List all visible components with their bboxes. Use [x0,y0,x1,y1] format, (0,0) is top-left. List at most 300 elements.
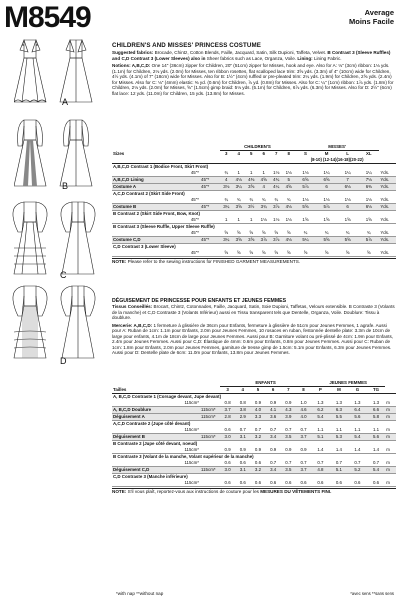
yardage-cell: 0.9 [281,447,296,454]
unit-cell: m [385,447,396,454]
table-row [112,434,396,441]
pattern-title-fr: DÉGUISEMENT DE PRINCESSE POUR ENFANTS ET JEUNES FEMMES [112,298,287,304]
yardage-cell: 6⅜ [358,184,379,191]
unit-cell: Yds. [379,250,396,257]
yardage-cell: ¾ [232,197,244,204]
yardage-cell: 0.6 [296,480,311,487]
size-header: 6 [262,151,265,156]
yardage-cell: 3⅞ [257,237,269,244]
yardage-cell: ⅝ [245,230,257,237]
yardage-table-fr [112,380,396,495]
size-header: 7 [274,151,278,156]
row-section-label: C,D Contraste 3 (Manche inférieure) [112,474,396,481]
yardage-cell: 1 [245,217,257,224]
row-section-label: A,C,D Contrast 2 (Skirt Side Front) [112,191,396,198]
fabric-width: 115cm* [200,467,220,474]
fabric-width: 45"* [200,184,220,191]
yardage-cell: 3¾ [257,204,269,211]
tissus-text: Brocart, Chintz, Cotonnades, Faille, Jacquard, Satin, Soie Dupioni, Taffetas, Velours extensible. B Contraste 3 (Volants de la manche) et C,D Contraste 3 (Volants Inférieur) aussi en Tissu transparent tels que Dentelle, Organza, Voile. Doublure: Tissu à doublure. [112,304,395,320]
yardage-cell: 1 [220,217,232,224]
yardage-cell: 0.7 [281,460,296,467]
table-row [112,414,396,421]
note-fr-text: S'il vous plaît, reportez-vous aux instructions de couture pour les [127,489,259,494]
yardage-cell: ¾ [220,197,232,204]
yardage-cell: 5⅝ [337,237,358,244]
yardage-cell: 3⅛ [220,184,232,191]
jeunes-femmes-group-header: JEUNES FEMMES [311,380,385,387]
note-en [112,258,396,265]
yardage-cell: 1.3 [348,400,367,407]
yardage-cell: 0.7 [266,460,281,467]
difficulty-en: Average [364,8,394,17]
yardage-cell: 5.1 [311,434,330,441]
yardage-cell: 3.5 [281,434,296,441]
row-section-label: A,B,C,D Contrast 1 (Bodice Front, Skirt Front) [112,164,396,171]
yardage-cell: 0.9 [235,447,250,454]
yardage-cell: 1⅛ [337,197,358,204]
fabric-width: 45"* [200,204,220,211]
yardage-cell: 6⅝ [295,177,316,184]
yardage-cell: 1.1 [348,427,367,434]
yardage-cell: 3.5 [281,467,296,474]
note-fr-label: NOTE: [112,489,127,494]
unit-cell: Yds. [379,184,396,191]
unit-cell: m [385,414,396,421]
size-header: P [318,387,322,392]
yardage-cell: 1⅛ [316,197,337,204]
yardage-cell: 4⅛ [232,177,244,184]
footer-nap-legend-en: *with nap **without nap [116,591,164,596]
size-header: M [337,387,341,392]
row-section-label: B Contraste 3 (Volant de la manche, Volant supérieur de la manche) [112,454,396,461]
row-label: Costume A [112,184,200,191]
yardage-cell: 1¼ [358,170,379,177]
yardage-cell: 6.6 [367,407,386,414]
yardage-cell: ¾ [257,197,269,204]
enfants-group-header: ENFANTS [220,380,311,387]
table-row [112,467,396,474]
size-header: TG [372,387,380,392]
yardage-cell: 1.3 [311,400,330,407]
costume-b-illustration [14,116,104,190]
row-label: Déguisement C,D [112,467,200,474]
table-row [112,480,396,487]
costume-a-illustration [14,36,104,106]
yardage-cell: 4.6 [296,407,311,414]
unit-cell: Yds. [379,204,396,211]
row-label: 115cm* [112,427,200,434]
fabrics-paragraph [112,50,396,61]
yardage-cell: 1 [232,217,244,224]
yardage-cell: 5.6 [348,414,367,421]
yardage-cell: 0.7 [266,427,281,434]
yardage-cell: 3¼ [232,184,244,191]
size-header: 3 [226,387,229,392]
yardage-cell: 4⅛ [282,237,294,244]
yardage-cell: 3.0 [220,434,235,441]
yardage-cell: ¾ [282,197,294,204]
yardage-cell: 1⅛ [270,170,282,177]
yardage-cell: 0.6 [220,460,235,467]
yardage-cell: ⅝ [245,250,257,257]
figure-label-b: B [62,181,69,191]
yardage-cell: 0.6 [367,480,386,487]
yardage-cell: 3.2 [250,434,265,441]
fabric-width: 115cm* [200,407,220,414]
yardage-cell: 3.4 [266,467,281,474]
fabrics-label: Suggested fabrics: [112,50,154,55]
unit-cell: Yds. [379,170,396,177]
yardage-cell: 0.8 [220,400,235,407]
row-section-label: B Contraste 2 (Jupe côté devant, noeud) [112,441,396,448]
yardage-cell: 4.8 [311,467,330,474]
yardage-cell: 4 [220,177,232,184]
fabrics-text: Brocade, Chintz, Cotton Blends, Faille, Jacquard, Satin, Silk Dupioni, Taffeta, Velvet. [154,50,327,55]
yardage-cell: 0.9 [281,400,296,407]
row-section-label: B Contrast 3 (Sleeve Ruffle, Upper Sleeve Ruffle) [112,224,396,231]
yardage-cell: 0.6 [220,480,235,487]
note-en-label: NOTE: [112,259,127,264]
yardage-cell: 5.3 [330,434,349,441]
yardage-cell: 3.6 [266,414,281,421]
unit-cell: Yds. [379,217,396,224]
yardage-cell: 4.1 [266,407,281,414]
yardage-cell: 1 [245,170,257,177]
yardage-cell: 4.0 [296,414,311,421]
yardage-cell: 1⅝ [295,217,316,224]
yardage-cell: 5.4 [367,467,386,474]
yardage-cell: 0.7 [311,460,330,467]
notions-text: One 14" (36cm) zipper for Children, 20" (51cm) zipper for Misses, hook and eye. Also for A: ⅛" (3cm) ribbon: 1⅛ yds. (1.1m) for Children, 2⅛ yds. (2.0m) for Misses, ten ribbon rosettes, flat scalloped lace trim: 3⅝ yds. (3.3m) of 4" (10cm) wide for Children, 4½ yds. (4.1m) of 7" (18cm) wide for Misses. Also for B: 1½" (4cm) ruffled or pre-pleated trim: 2¼ yds. (1.9m) for Children, 2⅝ yds. (2.4m) for Misses. Also for C: ⅛" (4mm) elastic: ⅜ yd. (0.6m) for Children, ⅞ yd. (0.8m) for Misses. Also for C: ¼" (1cm) ribbon: 1⅞ yds. (1.8m) for Children, 2⅛ yds. (2.0m) for Misses, ⅝" (1.5cm) gimp braid: 5⅛ yds. (5.1m) for Children, 6⅞ yds. (6.3m) for Misses. Also for D: 2½" (6cm) flat lace: 12 yds. (11.0m) for Children, 15 yds. (13.8m) for Misses. [112,63,394,96]
yardage-cell: 3⅞ [270,237,282,244]
yardage-cell: 1.3 [330,400,349,407]
unit-cell: m [385,427,396,434]
yardage-cell: ¾ [220,170,232,177]
yardage-cell: 3⅞ [270,204,282,211]
table-row [112,184,396,191]
yardage-cell: 3.1 [235,467,250,474]
yardage-cell: 1⅝ [358,217,379,224]
yardage-cell: 0.6 [250,480,265,487]
yardage-cell: 0.6 [220,427,235,434]
yardage-cell: 4.3 [281,407,296,414]
yardage-cell: 1⅛ [295,197,316,204]
yardage-cell: ⅝ [270,250,282,257]
yardage-cell: 1.4 [330,447,349,454]
yardage-cell: 0.6 [348,480,367,487]
size-header: G [355,387,360,392]
fabric-width: 45"* [200,237,220,244]
unit-cell: m [385,467,396,474]
yardage-cell: 0.6 [330,480,349,487]
yardage-cell: 4.0 [250,407,265,414]
illustration-column [0,0,108,600]
size-header: 8 [287,151,290,156]
lining-label: Lining: [297,55,313,61]
yardage-cell: 5.4 [311,414,330,421]
yardage-cell: 6⅛ [337,184,358,191]
yardage-cell: 6.4 [348,407,367,414]
yardage-cell: 5¼ [295,237,316,244]
yardage-cell: 4¼ [270,184,282,191]
yardage-cell: 0.6 [311,480,330,487]
yardage-cell: 6⅛ [358,204,379,211]
yardage-cell: ⅝ [232,250,244,257]
note-en-text: Please refer to the sewing instructions for FINISHED GARMENT MEASUREMENTS. [127,259,301,264]
yardage-cell: 3⅝ [232,204,244,211]
footer-nap-legend-fr: *avec sens **sans sens [350,591,394,596]
yardage-cell: 6 [337,204,358,211]
yardage-cell: 3.8 [235,407,250,414]
yardage-cell: 3.9 [281,414,296,421]
fabric-width: 115cm* [200,434,220,441]
figure-label-a: A [62,97,69,107]
unit-cell: m [385,480,396,487]
yardage-cell: 1.4 [367,447,386,454]
mercerie-paragraph [112,323,396,356]
table-row [112,237,396,244]
english-description [112,50,396,98]
yardage-cell: 3.7 [220,407,235,414]
yardage-cell: 5.5 [330,414,349,421]
notions-label: Notions: A,B,C,D: [112,63,151,68]
yardage-cell: 1⅛ [270,217,282,224]
yardage-cell: 0.7 [348,460,367,467]
size-header: XL [365,151,372,156]
row-label: 45"* [112,197,200,204]
row-label: 45"* [112,250,200,257]
costume-c-illustration [10,198,105,278]
table-row [112,407,396,414]
unit-cell: m [385,434,396,441]
yardage-cell: 5⅞ [295,184,316,191]
row-label: 115cm* [112,460,200,467]
yardage-cell: 0.8 [235,400,250,407]
tissus-label: Tissus Conseillés: [112,304,153,309]
size-header: 6 [271,387,275,392]
yardage-cell: 1.0 [296,400,311,407]
row-label: 115cm* [112,447,200,454]
size-header: 3 [225,151,228,156]
yardage-cell: 5⅞ [316,204,337,211]
yardage-cell: 3.7 [296,467,311,474]
size-header: 4 [241,387,244,392]
yardage-cell: ¾ [270,197,282,204]
row-label: Déguisement A [112,414,200,421]
yardage-cell: 6⅝ [316,177,337,184]
yardage-cell: 3⅝ [245,237,257,244]
yardage-cell: ⅝ [270,230,282,237]
yardage-cell: 0.7 [296,427,311,434]
row-label: Déguisement B [112,434,200,441]
difficulty-fr: Moins Facile [348,17,394,26]
yardage-cell: 1.3 [367,400,386,407]
table-row [112,250,396,257]
row-label: Costume C,D [112,237,200,244]
tailles-label: Tailles [113,386,127,392]
unit-cell: m [385,400,396,407]
unit-cell: Yds. [379,197,396,204]
yardage-cell: 1⅝ [337,217,358,224]
yardage-cell: ⅝ [358,250,379,257]
yardage-cell: 4 [257,184,269,191]
yardage-cell: 6.3 [330,407,349,414]
mercerie-label: Mercerie: A,B,C,D: [112,322,153,328]
yardage-cell: ¾ [245,197,257,204]
row-section-label: B Contrast 2 (Skirt Side Front, Bow, Knot) [112,211,396,218]
yardage-cell: ⅝ [257,230,269,237]
size-header: 5 [256,387,260,392]
yardage-cell: 1⅛ [295,170,316,177]
yardage-cell: 5⅝ [316,237,337,244]
pattern-title-en: CHILDREN'S AND MISSES' PRINCESS COSTUME [112,42,261,49]
yardage-cell: ¾ [316,230,337,237]
yardage-cell: 1⅛ [282,170,294,177]
contrast3-text: Sheer fabrics such as Lace, Organza, Voile. [206,55,297,61]
yardage-cell: ⅝ [337,250,358,257]
yardage-cell: 0.7 [296,460,311,467]
yardage-cell: ⅝ [220,230,232,237]
yardage-cell: 0.6 [266,480,281,487]
yardage-cell: 1⅛ [282,217,294,224]
notions-paragraph [112,63,396,96]
unit-cell: m [385,460,396,467]
row-label: 115cm* [112,480,200,487]
yardage-cell: 0.6 [250,460,265,467]
yardage-cell: ⅝ [220,250,232,257]
unit-cell: Yds. [379,230,396,237]
yardage-cell: 3.7 [296,434,311,441]
yardage-cell: 1 [257,170,269,177]
difficulty-rating [349,8,394,26]
row-section-label: A, B,C,D Contraste 1 (Corsage devant, Jupe devant) [112,394,396,401]
yardage-cell: ¾ [295,230,316,237]
french-description [112,298,396,358]
unit-cell: m [385,407,396,414]
misses-group-header: MISSES' [295,144,379,151]
unit-cell: Yds. [379,237,396,244]
size-header: L [346,151,349,156]
pattern-number: M8549 [4,1,91,34]
yardage-cell: 1¼ [316,170,337,177]
note-fr-bold: MESURES DU VÊTEMENTS FINI. [260,489,332,494]
yardage-cell: 1 [232,170,244,177]
yardage-cell: ¾ [358,230,379,237]
yardage-cell: 3.4 [266,434,281,441]
row-label: A,B,C,D Lining [112,177,200,184]
yardage-cell: 0.6 [235,480,250,487]
yardage-cell: 0.7 [250,427,265,434]
row-label: A, B,C,D Doublure [112,407,200,414]
yardage-cell: 0.7 [281,427,296,434]
yardage-cell: 7 [337,177,358,184]
yardage-cell: 0.9 [296,447,311,454]
size-header: M [324,151,329,156]
yardage-cell: ⅝ [316,250,337,257]
yardage-cell: 1.1 [311,427,330,434]
row-label: 45"* [112,230,200,237]
yardage-cell: 0.9 [250,400,265,407]
size-header: 8 [302,387,305,392]
yardage-cell: 0.9 [220,447,235,454]
figure-label-c: C [60,270,67,280]
yardage-cell: 5 [282,177,294,184]
table-row [112,204,396,211]
yardage-cell: 1¼ [337,170,358,177]
yardage-cell: 0.7 [235,427,250,434]
tissus-paragraph [112,304,396,321]
costume-d-illustration [10,282,105,362]
fabric-width: 115cm* [200,414,220,421]
yardage-cell: 1.4 [348,447,367,454]
row-label: Costume B [112,204,200,211]
fabric-width: 45"* [200,177,220,184]
yardage-cell: 4⅝ [257,177,269,184]
size-header: 5 [249,151,253,156]
yardage-cell: 1.1 [367,427,386,434]
mercerie-text: 1 fermeture à glissière de 36cm pour Enfants, fermeture à glissière de 51cm pour Jeunes Femmes, 1 agrafe. Aussi pour A: Ruban de 1cm: 1.1m pour Enfants, 2.0m pour Jeunes Femmes, 10 rosaces en ruban, festonnée dentelle plate: 3.3m de 10cm de large pour enfants, 4.1m de 18cm de large pour Jeunes Femmes. Aussi pour B: Garniture volant ou pré-plissé de 4cm: 1.9m pour Enfants, 2.4m pour Jeunes Femmes. Aussi pour C,D: Élastique de 4mm: 0.6m pour Enfants, 0.8m pour Jeunes Femmes. Aussi pour C: Ruban de 1cm: 1.8m pour Enfants, 2.0m pour Jeunes Femmes, garniture de tresse gimp de 1.5cm: 5.1m pour Enfants, 6.3m pour Jeunes Femmes. Aussi pour D: Dentelle plate de 6cm: 11.0m pour Enfants, 13.8m pour Jeunes Femmes. [112,322,394,355]
row-section-label: A,C,D Contraste 2 (Jupe côté devant) [112,421,396,428]
children-group-header: CHILDREN'S [220,144,295,151]
yardage-cell: 5⅞ [358,237,379,244]
yardage-cell: ⅝ [282,250,294,257]
yardage-cell: 0.6 [235,460,250,467]
yardage-cell: ⅝ [295,250,316,257]
size-header: S [303,151,307,156]
unit-cell: Yds. [379,177,396,184]
yardage-cell: 0.7 [330,460,349,467]
table-row [112,177,396,184]
yardage-cell: 4⅛ [282,204,294,211]
yardage-cell: 2.9 [235,414,250,421]
row-label: 45"* [112,217,200,224]
yardage-cell: 0.9 [266,447,281,454]
row-label: 45"* [112,170,200,177]
yardage-cell: 1⅝ [316,217,337,224]
yardage-cell: 3.0 [220,467,235,474]
yardage-cell: 1⅛ [358,197,379,204]
yardage-table-en [112,144,396,265]
yardage-cell: 1.4 [311,447,330,454]
yardage-cell: 3.3 [250,414,265,421]
note-fr [112,488,396,495]
yardage-cell: 0.9 [266,400,281,407]
yardage-cell: 6.2 [311,407,330,414]
size-header: 4 [237,151,240,156]
yardage-cell: 5.6 [367,434,386,441]
yardage-cell: 0.6 [281,480,296,487]
yardage-cell: 4⅜ [245,177,257,184]
lining-text: Lining Fabric. [313,55,342,61]
yardage-cell: 6 [316,184,337,191]
yardage-cell: 5⅝ [295,204,316,211]
sizes-label: Sizes [113,150,125,156]
yardage-cell: 3⅝ [232,237,244,244]
yardage-cell: 5.8 [367,414,386,421]
yardage-cell: 5.4 [348,434,367,441]
yardage-cell: 3.2 [250,467,265,474]
yardage-cell: 3½ [245,204,257,211]
row-label: 115cm* [112,400,200,407]
yardage-cell: ⅝ [282,230,294,237]
fabric-width [200,480,220,487]
yardage-cell: 3¼ [220,237,232,244]
yardage-cell: 7⅛ [358,177,379,184]
yardage-cell: ⅝ [232,230,244,237]
yardage-cell: 4⅝ [282,184,294,191]
yardage-cell: ¾ [337,230,358,237]
yardage-cell: 2.8 [220,414,235,421]
